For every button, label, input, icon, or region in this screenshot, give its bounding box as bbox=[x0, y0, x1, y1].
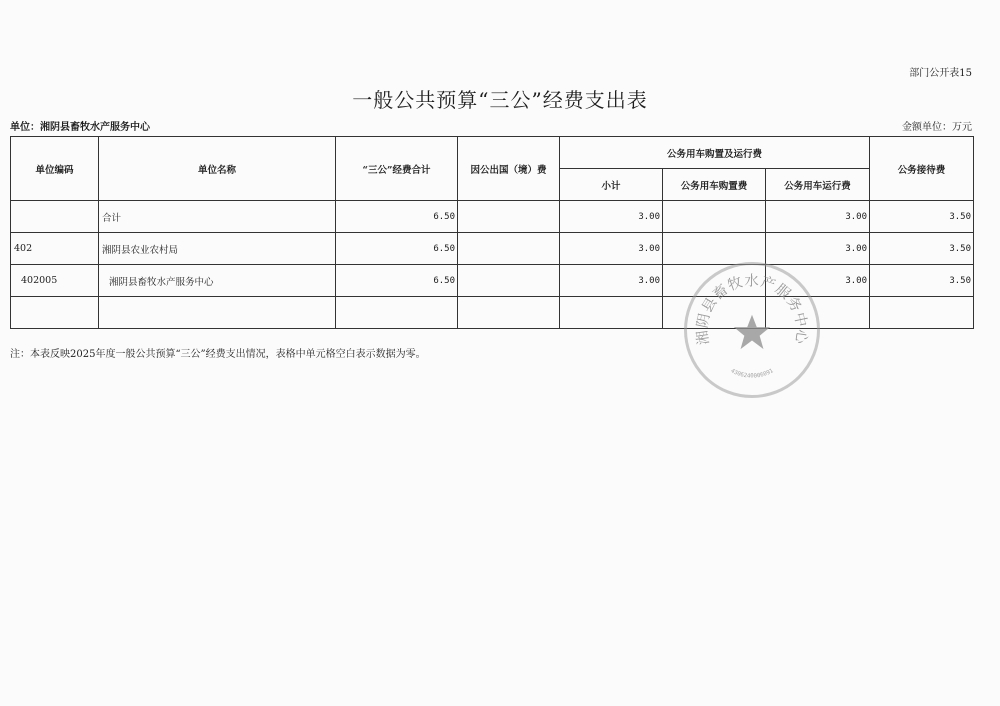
cell-operation: 3.00 bbox=[766, 233, 870, 265]
header-unit-code: 单位编码 bbox=[11, 137, 99, 201]
cell-total bbox=[336, 297, 458, 329]
table-row bbox=[11, 233, 974, 265]
table-row bbox=[11, 297, 974, 329]
cell-name: 湘阴县农业农村局 bbox=[99, 233, 336, 265]
cell-code: 402005 bbox=[11, 265, 99, 297]
cell-abroad bbox=[458, 201, 560, 233]
cell-name: 合计 bbox=[99, 201, 336, 233]
table-note: 注：本表反映2025年度一般公共预算“三公”经费支出情况，表格中单元格空白表示数据为零。 bbox=[10, 349, 426, 360]
seal-text: 湘阴县畜牧水产服务中心 bbox=[694, 273, 810, 346]
header-unit-name: 单位名称 bbox=[99, 137, 336, 201]
cell-total: 6.50 bbox=[336, 233, 458, 265]
cell-subtotal: 3.00 bbox=[560, 201, 663, 233]
header-abroad: 因公出国（境）费 bbox=[458, 137, 560, 201]
cell-name: 湘阴县畜牧水产服务中心 bbox=[99, 265, 336, 297]
header-subtotal: 小计 bbox=[560, 169, 663, 201]
header-vehicle-purchase: 公务用车购置费 bbox=[663, 169, 766, 201]
cell-code bbox=[11, 201, 99, 233]
svg-text:4306240006091 bbox=[730, 368, 775, 380]
cell-purchase bbox=[663, 201, 766, 233]
seal-graphic bbox=[687, 265, 817, 395]
header-total: “三公”经费合计 bbox=[336, 137, 458, 201]
amount-unit-label: 金额单位：万元 bbox=[902, 122, 972, 133]
cell-operation: 3.00 bbox=[766, 201, 870, 233]
table-row bbox=[11, 265, 974, 297]
header-vehicle-operation: 公务用车运行费 bbox=[766, 169, 870, 201]
seal-code: 4306240006091 bbox=[729, 368, 775, 380]
cell-abroad bbox=[458, 297, 560, 329]
cell-total: 6.50 bbox=[336, 201, 458, 233]
table-row bbox=[11, 201, 974, 233]
unit-label: 单位：湘阴县畜牧水产服务中心 bbox=[10, 122, 150, 133]
cell-code bbox=[11, 297, 99, 329]
page-title: 一般公共预算“三公”经费支出表 bbox=[352, 88, 648, 112]
seal-star-icon bbox=[734, 315, 770, 349]
cell-abroad bbox=[458, 233, 560, 265]
cell-reception: 3.50 bbox=[870, 265, 974, 297]
expense-table bbox=[10, 136, 974, 329]
official-seal bbox=[684, 262, 820, 398]
cell-name bbox=[99, 297, 336, 329]
cell-code: 402 bbox=[11, 233, 99, 265]
cell-subtotal: 3.00 bbox=[560, 233, 663, 265]
cell-subtotal: 3.00 bbox=[560, 265, 663, 297]
cell-abroad bbox=[458, 265, 560, 297]
cell-reception: 3.50 bbox=[870, 233, 974, 265]
header-reception: 公务接待费 bbox=[870, 137, 974, 201]
cell-reception: 3.50 bbox=[870, 201, 974, 233]
header-vehicle-group: 公务用车购置及运行费 bbox=[560, 137, 870, 169]
cell-subtotal bbox=[560, 297, 663, 329]
cell-purchase bbox=[663, 233, 766, 265]
cell-total: 6.50 bbox=[336, 265, 458, 297]
cell-operation: 3.00 bbox=[766, 265, 870, 297]
form-number: 部门公开表15 bbox=[909, 68, 972, 79]
cell-reception bbox=[870, 297, 974, 329]
